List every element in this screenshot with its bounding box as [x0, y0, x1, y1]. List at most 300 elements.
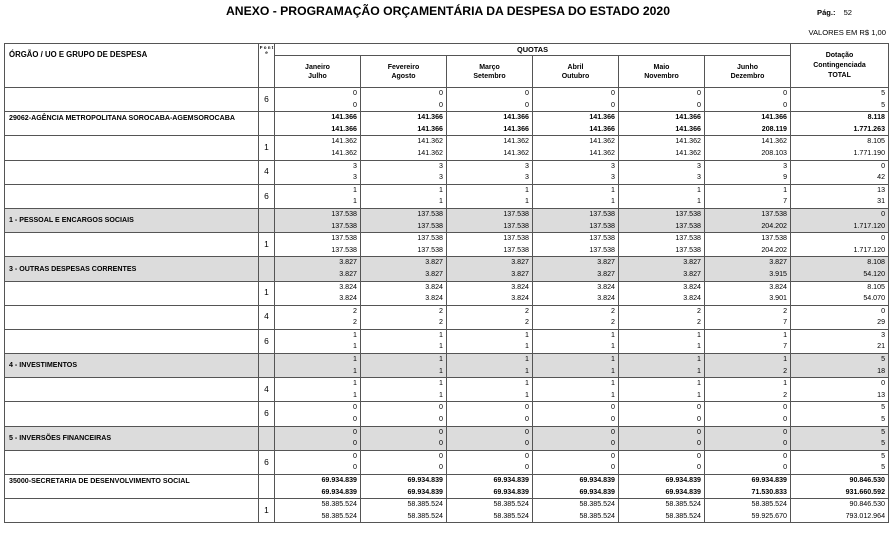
value-first: 3.827	[425, 258, 443, 267]
value-second: 3.824	[339, 294, 357, 303]
value-second: 0	[353, 415, 357, 424]
value-first: 0	[881, 209, 886, 218]
value-first: 0	[353, 403, 357, 412]
value-first: 1	[353, 185, 357, 194]
value-second: 2	[697, 318, 701, 327]
value-second: 141.366	[589, 124, 615, 133]
quota-cell	[533, 305, 619, 329]
value-first: 1	[353, 355, 357, 364]
value-second: 137.538	[675, 245, 701, 254]
value-first: 0	[697, 451, 701, 460]
value-second: 3	[353, 173, 357, 182]
value-first: 137.538	[589, 234, 615, 243]
quota-cell	[619, 257, 705, 281]
value-first: 1	[697, 330, 701, 339]
month-bottom: Novembro	[644, 72, 679, 80]
value-second: 0	[525, 439, 529, 448]
value-second: 59.925.670	[751, 511, 788, 520]
row-label	[5, 281, 259, 305]
value-first: 0	[881, 306, 886, 315]
value-second: 0	[439, 100, 443, 109]
quota-cell	[619, 475, 705, 499]
value-second: 0	[697, 439, 701, 448]
quota-cell	[619, 136, 705, 160]
month-bottom: Dezembro	[730, 72, 765, 80]
value-first: 0	[525, 403, 529, 412]
value-first: 137.538	[331, 209, 357, 218]
month-top: Janeiro	[305, 63, 330, 71]
value-first: 0	[611, 89, 615, 97]
quota-cell	[619, 426, 705, 450]
table-row	[5, 281, 889, 305]
value-first: 0	[611, 451, 615, 460]
value-first: 0	[439, 403, 443, 412]
value-second: 141.362	[589, 148, 615, 157]
row-fonte: 6	[259, 402, 275, 426]
quota-cell	[447, 426, 533, 450]
quota-cell	[447, 233, 533, 257]
quota-cell	[705, 426, 791, 450]
value-first: 3	[353, 161, 357, 170]
value-second: 71.530.833	[751, 487, 788, 496]
row-fonte: 6	[259, 329, 275, 353]
org-column-header: ÓRGÃO / UO E GRUPO DE DESPESA	[5, 44, 259, 88]
value-first: 58.385.524	[493, 500, 529, 509]
value-first: 141.366	[331, 113, 357, 122]
row-fonte: 1	[259, 499, 275, 523]
value-first: 3	[783, 161, 788, 170]
value-first: 1	[439, 185, 443, 194]
value-second: 0	[783, 439, 788, 448]
row-label	[5, 88, 259, 112]
value-first: 1	[439, 355, 443, 364]
quota-cell	[447, 499, 533, 523]
value-second: 1	[353, 366, 357, 375]
value-second: 3	[697, 173, 701, 182]
value-first: 90.846.530	[849, 476, 886, 484]
quota-cell	[619, 450, 705, 474]
value-first: 0	[783, 451, 788, 460]
value-first: 141.366	[503, 113, 529, 122]
value-second: 1.717.120	[853, 221, 886, 230]
value-first: 0	[353, 427, 357, 436]
value-second: 1	[525, 390, 529, 399]
quota-cell	[533, 475, 619, 499]
value-first: 3	[525, 161, 529, 170]
quota-cell	[361, 305, 447, 329]
value-first: 5	[881, 403, 886, 412]
report-title: ANEXO - PROGRAMAÇÃO ORÇAMENTÁRIA DA DESPESA DO ESTADO 2020	[226, 4, 670, 18]
quota-cell	[447, 281, 533, 305]
value-second: 0	[697, 415, 701, 424]
value-second: 31	[877, 197, 886, 206]
table-row	[5, 233, 889, 257]
table-row	[5, 354, 889, 378]
quota-cell	[533, 184, 619, 208]
value-second: 1	[611, 197, 615, 206]
value-second: 141.366	[417, 124, 443, 133]
value-second: 69.934.839	[321, 487, 357, 496]
value-first: 69.934.839	[579, 476, 615, 484]
quota-cell	[275, 184, 361, 208]
table-row	[5, 402, 889, 426]
value-first: 0	[783, 89, 788, 97]
value-first: 3.827	[597, 258, 615, 267]
value-second: 7	[783, 342, 788, 351]
quota-cell	[361, 378, 447, 402]
quota-cell	[361, 426, 447, 450]
value-second: 1	[439, 366, 443, 375]
value-second: 2	[783, 390, 788, 399]
value-first: 1	[783, 330, 788, 339]
value-second: 137.538	[503, 245, 529, 254]
row-label	[5, 160, 259, 184]
value-second: 204.202	[761, 221, 788, 230]
quota-cell	[447, 88, 533, 112]
quota-cell	[619, 378, 705, 402]
month-top: Março	[479, 63, 500, 71]
value-second: 1	[697, 197, 701, 206]
quota-cell	[619, 354, 705, 378]
value-second: 0	[611, 415, 615, 424]
quota-cell	[275, 329, 361, 353]
value-first: 3.827	[769, 258, 788, 267]
value-second: 141.362	[503, 148, 529, 157]
value-first: 137.538	[503, 234, 529, 243]
value-second: 7	[783, 318, 788, 327]
value-second: 58.385.524	[493, 511, 529, 520]
value-first: 1	[353, 379, 357, 388]
total-cell	[791, 112, 889, 136]
value-first: 141.362	[331, 137, 357, 146]
value-second: 0	[611, 463, 615, 472]
total-cell	[791, 378, 889, 402]
quota-cell	[705, 208, 791, 232]
row-fonte: 4	[259, 378, 275, 402]
quota-cell	[275, 88, 361, 112]
row-fonte	[259, 475, 275, 499]
value-second: 69.934.839	[407, 487, 443, 496]
quota-cell	[705, 450, 791, 474]
row-label: 3 - OUTRAS DESPESAS CORRENTES	[5, 257, 259, 281]
total-cell	[791, 184, 889, 208]
value-second: 3	[611, 173, 615, 182]
row-fonte: 4	[259, 305, 275, 329]
row-fonte: 1	[259, 281, 275, 305]
total-cell	[791, 499, 889, 523]
value-second: 3	[525, 173, 529, 182]
value-second: 2	[439, 318, 443, 327]
value-first: 141.366	[589, 113, 615, 122]
row-label	[5, 499, 259, 523]
value-first: 141.362	[675, 137, 701, 146]
value-second: 0	[353, 439, 357, 448]
value-second: 9	[783, 173, 788, 182]
value-first: 137.538	[503, 209, 529, 218]
quota-cell	[619, 402, 705, 426]
quota-cell	[533, 354, 619, 378]
value-first: 8.105	[867, 137, 886, 146]
value-second: 1	[439, 342, 443, 351]
quota-cell	[361, 184, 447, 208]
quota-cell	[361, 112, 447, 136]
value-second: 1	[697, 390, 701, 399]
value-second: 0	[525, 100, 529, 109]
value-second: 141.366	[331, 124, 357, 133]
value-second: 3.827	[425, 269, 443, 278]
value-first: 0	[439, 427, 443, 436]
quota-cell	[447, 184, 533, 208]
value-first: 5	[881, 355, 886, 364]
quota-cell	[533, 160, 619, 184]
value-second: 69.934.839	[665, 487, 701, 496]
total-cell	[791, 281, 889, 305]
value-first: 2	[783, 306, 788, 315]
value-second: 137.538	[417, 221, 443, 230]
value-second: 3.824	[425, 294, 443, 303]
row-label: 29062-AGÊNCIA METROPOLITANA SOROCABA-AGEMSOROCABA	[5, 112, 259, 136]
value-second: 69.934.839	[493, 487, 529, 496]
value-second: 1	[611, 390, 615, 399]
value-second: 42	[877, 173, 886, 182]
value-second: 0	[783, 463, 788, 472]
value-first: 141.362	[589, 137, 615, 146]
page-indicator	[817, 8, 852, 17]
row-label: 35000-SECRETARIA DE DESENVOLVIMENTO SOCIAL	[5, 475, 259, 499]
value-first: 0	[697, 403, 701, 412]
month-header	[705, 56, 791, 88]
quota-cell	[705, 499, 791, 523]
table-row	[5, 450, 889, 474]
row-label	[5, 233, 259, 257]
quota-cell	[533, 257, 619, 281]
value-first: 3.827	[683, 258, 701, 267]
value-first: 58.385.524	[407, 500, 443, 509]
quota-cell	[275, 112, 361, 136]
value-second: 0	[525, 415, 529, 424]
table-row	[5, 88, 889, 112]
value-second: 137.538	[589, 221, 615, 230]
value-second: 141.362	[417, 148, 443, 157]
value-second: 3.824	[683, 294, 701, 303]
value-second: 0	[439, 415, 443, 424]
value-second: 58.385.524	[665, 511, 701, 520]
table-row	[5, 160, 889, 184]
quota-cell	[447, 402, 533, 426]
quota-cell	[533, 450, 619, 474]
quota-cell	[275, 160, 361, 184]
quota-cell	[619, 329, 705, 353]
month-top: Abril	[567, 63, 584, 71]
value-first: 5	[881, 451, 886, 460]
month-bottom: Agosto	[391, 72, 416, 80]
value-first: 137.538	[675, 234, 701, 243]
value-second: 7	[783, 197, 788, 206]
value-first: 0	[525, 427, 529, 436]
quota-cell	[533, 281, 619, 305]
quota-cell	[361, 160, 447, 184]
quota-cell	[533, 208, 619, 232]
quota-cell	[533, 329, 619, 353]
table-row	[5, 378, 889, 402]
currency-note: VALORES EM R$ 1,00	[808, 28, 886, 37]
value-second: 1	[353, 197, 357, 206]
value-second: 2	[353, 318, 357, 327]
value-first: 141.362	[503, 137, 529, 146]
total-cell	[791, 160, 889, 184]
quota-cell	[705, 378, 791, 402]
row-label	[5, 329, 259, 353]
value-first: 2	[697, 306, 701, 315]
value-first: 1	[353, 330, 357, 339]
value-first: 0	[611, 427, 615, 436]
value-first: 58.385.524	[579, 500, 615, 509]
value-second: 58.385.524	[407, 511, 443, 520]
row-label: 1 - PESSOAL E ENCARGOS SOCIAIS	[5, 208, 259, 232]
value-first: 3	[611, 161, 615, 170]
value-first: 3	[881, 330, 886, 339]
value-first: 1	[525, 330, 529, 339]
quota-cell	[619, 184, 705, 208]
value-first: 3.824	[597, 282, 615, 291]
value-second: 1	[611, 366, 615, 375]
value-second: 141.362	[331, 148, 357, 157]
quota-cell	[447, 160, 533, 184]
quota-cell	[705, 475, 791, 499]
value-first: 5	[881, 89, 886, 97]
quotas-header: QUOTAS	[275, 44, 791, 56]
quota-cell	[275, 475, 361, 499]
value-second: 0	[611, 100, 615, 109]
value-first: 0	[439, 89, 443, 97]
value-first: 137.538	[417, 209, 443, 218]
value-second: 1	[525, 342, 529, 351]
quota-cell	[705, 354, 791, 378]
value-second: 0	[697, 100, 701, 109]
value-second: 3	[439, 173, 443, 182]
quota-cell	[619, 112, 705, 136]
value-first: 3	[697, 161, 701, 170]
quota-cell	[447, 208, 533, 232]
value-second: 0	[353, 100, 357, 109]
value-first: 1	[611, 355, 615, 364]
value-first: 137.538	[417, 234, 443, 243]
row-fonte	[259, 257, 275, 281]
value-first: 69.934.839	[321, 476, 357, 484]
value-second: 0	[525, 463, 529, 472]
value-second: 137.538	[589, 245, 615, 254]
quota-cell	[275, 402, 361, 426]
row-fonte	[259, 112, 275, 136]
quota-cell	[275, 208, 361, 232]
value-second: 1	[697, 366, 701, 375]
value-first: 141.362	[761, 137, 788, 146]
value-first: 0	[525, 451, 529, 460]
fonte-header-text: F o n t e	[259, 45, 274, 56]
total-header-l2: Contingenciada	[813, 61, 866, 69]
value-first: 1	[611, 185, 615, 194]
value-second: 137.538	[331, 245, 357, 254]
value-first: 2	[439, 306, 443, 315]
value-second: 1.771.263	[853, 124, 886, 133]
total-cell	[791, 208, 889, 232]
value-first: 137.538	[589, 209, 615, 218]
month-bottom: Setembro	[473, 72, 506, 80]
row-label	[5, 402, 259, 426]
total-cell	[791, 402, 889, 426]
quota-cell	[533, 233, 619, 257]
quota-cell	[275, 305, 361, 329]
value-first: 1	[783, 185, 788, 194]
quota-cell	[705, 281, 791, 305]
total-cell	[791, 329, 889, 353]
quota-cell	[619, 233, 705, 257]
quota-cell	[619, 88, 705, 112]
value-second: 3.827	[683, 269, 701, 278]
table-row	[5, 329, 889, 353]
quota-cell	[275, 136, 361, 160]
quota-cell	[361, 329, 447, 353]
quota-cell	[705, 136, 791, 160]
table-row	[5, 257, 889, 281]
value-first: 0	[881, 161, 886, 170]
value-first: 69.934.839	[407, 476, 443, 484]
table-row	[5, 475, 889, 499]
value-first: 137.538	[331, 234, 357, 243]
value-second: 21	[877, 342, 886, 351]
table-body	[5, 88, 889, 523]
quota-cell	[447, 450, 533, 474]
value-first: 69.934.839	[751, 476, 788, 484]
value-first: 58.385.524	[751, 500, 788, 509]
quota-cell	[361, 402, 447, 426]
quota-cell	[705, 88, 791, 112]
quota-cell	[705, 112, 791, 136]
quota-cell	[361, 208, 447, 232]
total-cell	[791, 305, 889, 329]
quota-cell	[533, 426, 619, 450]
value-second: 137.538	[331, 221, 357, 230]
total-cell	[791, 475, 889, 499]
value-second: 0	[783, 100, 788, 109]
row-fonte: 4	[259, 160, 275, 184]
value-second: 931.660.592	[845, 487, 886, 496]
value-second: 2	[783, 366, 788, 375]
quota-cell	[619, 160, 705, 184]
value-first: 1	[611, 330, 615, 339]
value-first: 0	[525, 89, 529, 97]
value-first: 69.934.839	[665, 476, 701, 484]
value-first: 58.385.524	[665, 500, 701, 509]
value-second: 1	[353, 342, 357, 351]
value-second: 58.385.524	[321, 511, 357, 520]
value-second: 5	[881, 463, 886, 472]
value-first: 1	[783, 379, 788, 388]
month-header	[619, 56, 705, 88]
value-first: 13	[877, 185, 886, 194]
row-fonte: 6	[259, 88, 275, 112]
value-first: 1	[697, 355, 701, 364]
value-first: 8.108	[867, 258, 886, 267]
month-top: Junho	[737, 63, 758, 71]
quota-cell	[447, 354, 533, 378]
quota-cell	[275, 450, 361, 474]
value-second: 13	[877, 390, 886, 399]
value-second: 54.070	[863, 294, 886, 303]
row-fonte	[259, 208, 275, 232]
value-first: 3.824	[425, 282, 443, 291]
value-second: 1	[439, 390, 443, 399]
